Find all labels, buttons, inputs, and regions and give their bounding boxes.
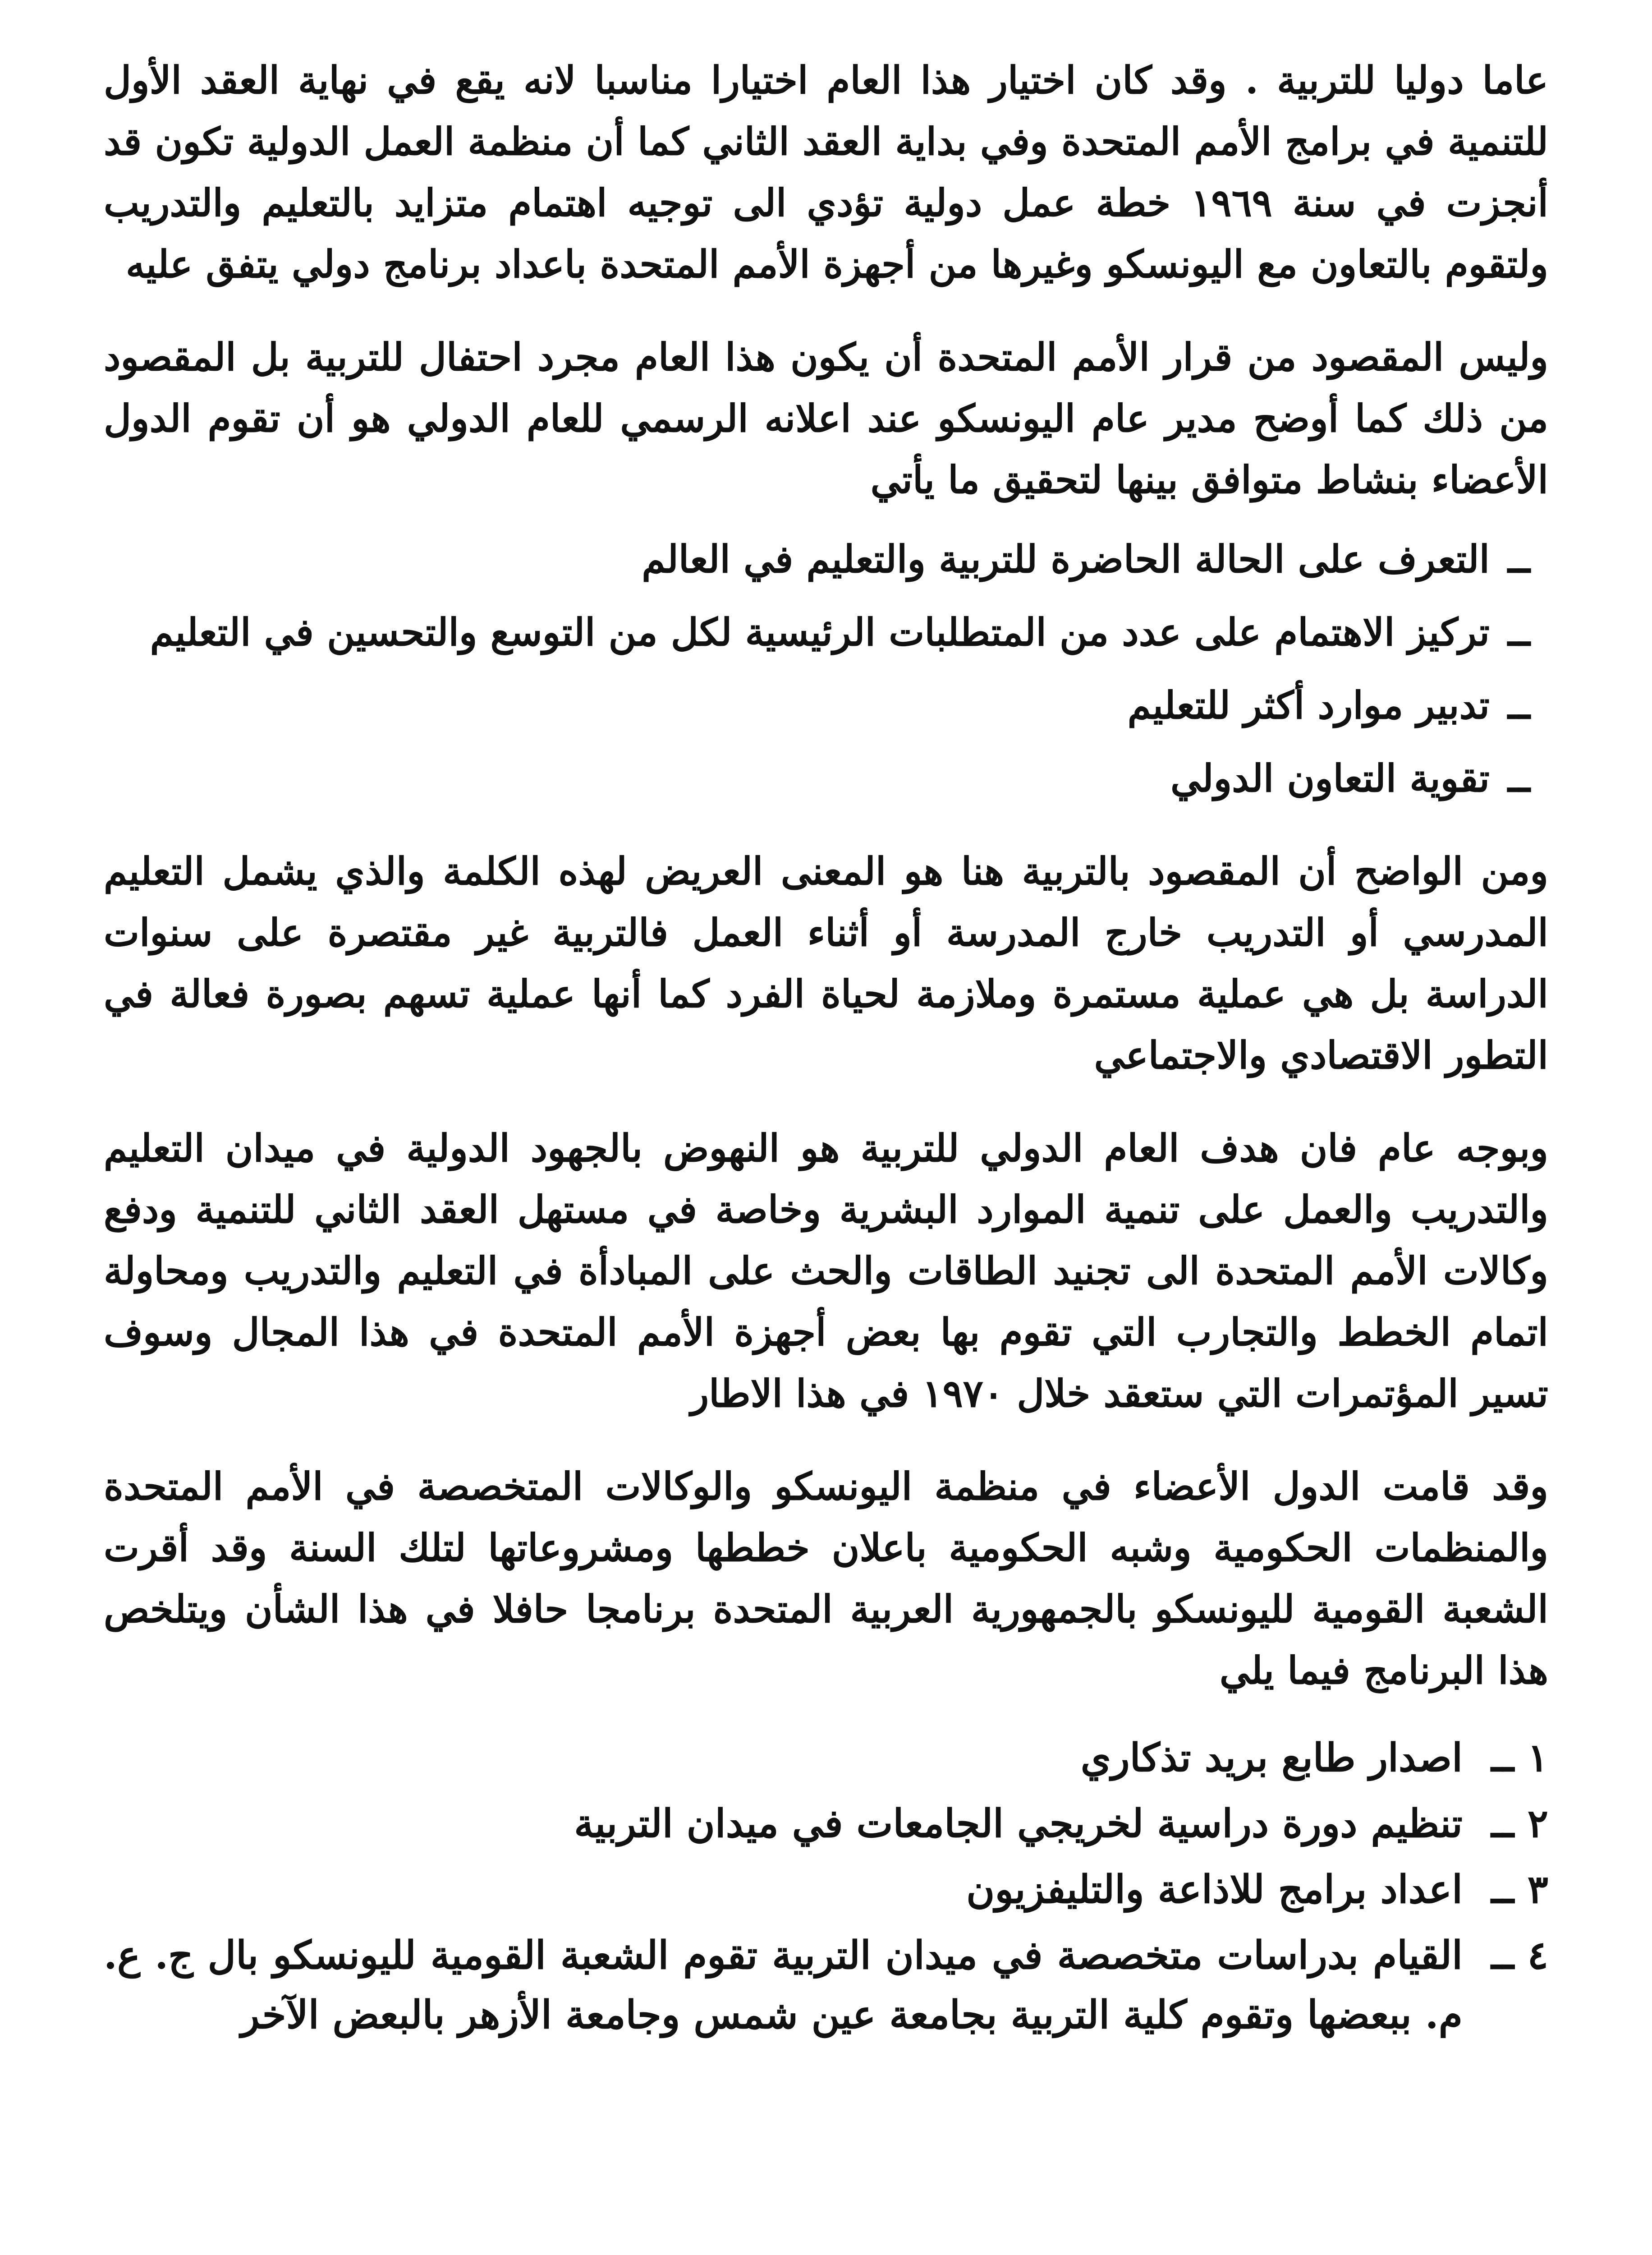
bullet-dash: ــ (1508, 610, 1530, 654)
program-list (104, 1728, 1548, 2045)
list-item-text: القيام بدراسات متخصصة في ميدان التربية تقوم الشعبة القومية لليونسكو بال ج. ع. م. ببعضها وتقوم كلية التربية بجامعة عين شمس وجامعة الأزهر بالبعض الآخر (104, 1933, 1463, 2038)
item-number: ٢ ــ (1491, 1801, 1548, 1846)
list-item (104, 1860, 1548, 1919)
list-item (104, 748, 1548, 809)
list-item-text: تنظيم دورة دراسية لخريجي الجامعات في ميدان التربية (574, 1801, 1463, 1846)
paragraph-education-meaning: ومن الواضح أن المقصود بالتربية هنا هو المعنى العريض لهذه الكلمة والذي يشمل التعليم المدرسي أو التدريب خارج المدرسة أو أثناء العمل فالتربية غير مقتصرة على سنوات الدراسة بل هي عملية مستمرة وملازمة لحياة الفرد كما أنها عملية تسهم بصورة فعالة في التطور الاقتصادي والاجتماعي (104, 849, 1548, 1077)
goals-list (104, 529, 1548, 809)
list-item-text: تقوية التعاون الدولي (1170, 756, 1490, 801)
list-item-text: التعرف على الحالة الحاضرة للتربية والتعليم في العالم (642, 537, 1490, 581)
paragraph-intro: عاما دوليا للتربية . وقد كان اختيار هذا العام اختيارا مناسبا لانه يقع في نهاية العقد الأول للتنمية في برامج الأمم المتحدة وفي بداية العقد الثاني كما أن منظمة العمل الدولية تكون قد أنجزت في سنة ١٩٦٩ خطة عمل دولية تؤدي الى توجيه اهتمام متزايد بالتعليم والتدريب ولتقوم بالتعاون مع اليونسكو وغيرها من أجهزة الأمم المتحدة باعداد برنامج دولي يتفق عليه (104, 58, 1549, 286)
item-number: ١ ــ (1491, 1735, 1548, 1781)
bullet-dash: ــ (1508, 537, 1530, 581)
list-item (104, 1926, 1548, 2045)
list-item (104, 529, 1548, 590)
list-item-text: تدبير موارد أكثر للتعليم (1127, 683, 1490, 727)
list-item-text: اعداد برامج للاذاعة والتليفزيون (966, 1867, 1463, 1912)
list-item-text: تركيز الاهتمام على عدد من المتطلبات الرئيسية لكل من التوسع والتحسين في التعليم (150, 610, 1490, 654)
paragraph-purpose: وليس المقصود من قرار الأمم المتحدة أن يكون هذا العام مجرد احتفال للتربية بل المقصود من ذلك كما أوضح مدير عام اليونسكو عند اعلانه الرسمي للعام الدولي هو أن تقوم الدول الأعضاء بنشاط متوافق بينها لتحقيق ما يأتي (104, 335, 1549, 502)
item-number: ٤ ــ (1491, 1933, 1548, 1978)
bullet-dash: ــ (1508, 756, 1530, 801)
list-item (104, 1728, 1548, 1788)
item-number: ٣ ــ (1491, 1867, 1548, 1912)
bullet-dash: ــ (1508, 683, 1530, 727)
list-item (104, 1794, 1548, 1854)
paragraph-member-states: وقد قامت الدول الأعضاء في منظمة اليونسكو والوكالات المتخصصة في الأمم المتحدة والمنظمات الحكومية وشبه الحكومية باعلان خططها ومشروعاتها لتلك السنة وقد أقرت الشعبة القومية لليونسكو بالجمهورية العربية المتحدة برنامجا حافلا في هذا الشأن ويتلخص هذا البرنامج فيما يلي (104, 1464, 1548, 1693)
paragraph-year-goal: وبوجه عام فان هدف العام الدولي للتربية هو النهوض بالجهود الدولية في ميدان التعليم والتدريب والعمل على تنمية الموارد البشرية وخاصة في مستهل العقد الثاني للتنمية ودفع وكالات الأمم المتحدة الى تجنيد الطاقات والحث على المبادأة في التعليم والتدريب ومحاولة اتمام الخطط والتجارب التي تقوم بها بعض أجهزة الأمم المتحدة في هذا المجال وسوف تسير المؤتمرات التي ستعقد خلال ١٩٧٠ في هذا الاطار (104, 1126, 1548, 1416)
list-item-text: اصدار طابع بريد تذكاري (1080, 1735, 1463, 1781)
list-item (104, 675, 1548, 736)
list-item (104, 602, 1548, 663)
